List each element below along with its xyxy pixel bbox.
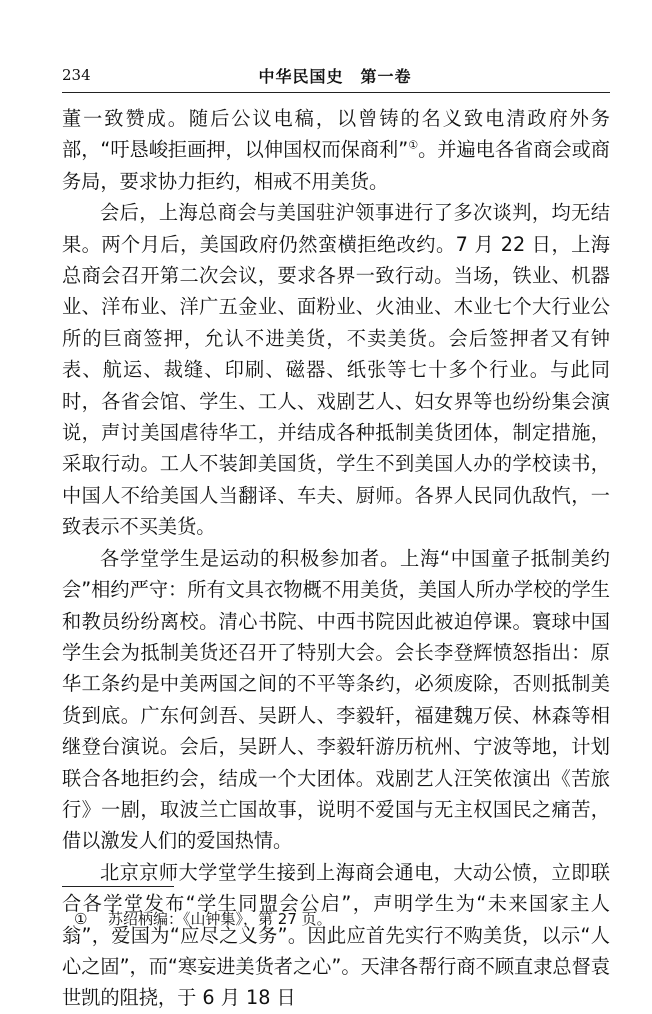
- paragraph-4: 北京京师大学堂学生接到上海商会通电，大动公愤，立即联合各学堂发布“学生同盟会公启”，声明学生为“未来国家主人翁”，爱国为“应尽之义务”。因此应首先实行不购美货，以示“人心之固”，而“寒妄进美货者之心”。天津各帮行商不顾直隶总督袁世凯的阻挠，于 6 月 18 日: [62, 860, 610, 1010]
- footnote: [74, 908, 332, 929]
- page-header: [62, 64, 608, 94]
- paragraph-1: [62, 103, 610, 197]
- page-number: 234: [62, 66, 91, 84]
- body-text: [62, 103, 610, 1014]
- paragraph-2: 会后，上海总商会与美国驻沪领事进行了多次谈判，均无结果。两个月后，美国政府仍然蛮横拒绝改约。7 月 22 日，上海总商会召开第二次会议，要求各界一致行动。当场，铁业、机器业、洋布业、洋广五金业、面粉业、火油业、木业七个大行业公所的巨商签押，允认不进美货，不卖美货。会后签押者又有钟表、航运、裁缝、印刷、磁器、纸张等七十多个行业。与此同时，各省会馆、学生、工人、戏剧艺人、妇女界等也纷纷集会演说，声讨美国虐待华工，并结成各种抵制美货团体，制定措施，采取行动。工人不装卸美国货，学生不到美国人办的学校读书，中国人不给美国人当翻译、车夫、厨师。各界人民同仇敌忾，一致表示不买美货。: [62, 201, 610, 539]
- paragraph-1-text: 董一致赞成。随后公议电稿，以曾铸的名义致电清政府外务部，“吁恳峻拒画押，以伸国权而保商利”: [62, 107, 610, 162]
- footnote-text: 苏绍柄编：《山钟集》，第 27 页。: [108, 910, 332, 928]
- paragraph-3: 各学堂学生是运动的积极参加者。上海“中国童子抵制美约会”相约严守：所有文具衣物概不用美货，美国人所办学校的学生和教员纷纷离校。清心书院、中西书院因此被迫停课。寰球中国学生会为抵制美货还召开了特别大会。会长李登辉愤怒指出：原华工条约是中美两国之间的不平等条约，必须废除，否则抵制美货到底。广东何剑吾、吴趼人、李毅轩，福建魏万侯、林森等相继登台演说。会后，吴趼人、李毅轩游历杭州、宁波等地，计划联合各地拒约会，结成一个大团体。戏剧艺人汪笑侬演出《苦旅行》一剧，取波兰亡国故事，说明不爱国与无主权国民之痛苦，借以激发人们的爱国热情。: [62, 546, 610, 853]
- header-rule: [62, 92, 610, 93]
- running-title: 中华民国史 第一卷: [258, 67, 412, 86]
- footnote-rule: [62, 886, 174, 887]
- footnote-number: ①: [74, 910, 88, 928]
- footnote-reference[interactable]: ①: [408, 139, 419, 153]
- paragraph-1-text-continued: 。并遍电各省商会或商务局，要求协力拒约，相戒不用美货。: [62, 138, 610, 193]
